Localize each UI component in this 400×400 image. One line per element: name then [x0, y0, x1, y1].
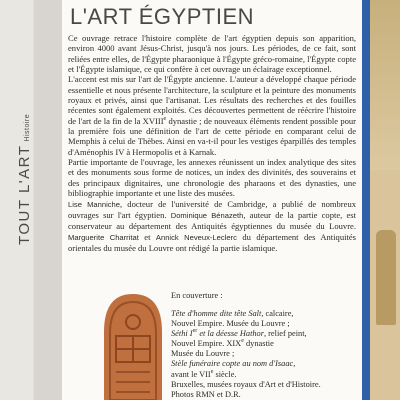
credit-title: Tête d'homme dite tête Salt [171, 309, 262, 318]
author-name: Dominique Bénazeth [170, 210, 244, 220]
cover-label: En couverture : [171, 291, 223, 300]
credit-text: dynastie [243, 339, 274, 349]
series-label [16, 114, 34, 245]
credit-title: et la déesse Hathor [197, 329, 264, 339]
authors-paragraph [68, 199, 356, 254]
blurb-text [68, 33, 356, 253]
paragraph-2-start: L'accent est mis sur l'art de l'Égypte ancienne. L'auteur a développé chaque période essentielle et nous présente l'architecture, la sculpture et la peinture des monuments royaux et privés, ainsi que l'artisanat. Les résultats des recherches et des fouilles récentes sont également exploités. Ces découvertes permettent de réécrire l'histoire de l'art de la fin de la XVIII [68, 74, 356, 126]
credit-line: Photos RMN et D.R. [171, 389, 241, 399]
front-cover-edge [362, 0, 400, 400]
credit-line: Musée du Louvre ; [171, 349, 235, 359]
credit-line [171, 339, 361, 349]
credit-line [171, 359, 361, 369]
credit-line: Nouvel Empire. Musée du Louvre ; [171, 319, 290, 329]
credit-text: avant le VII [171, 369, 211, 379]
credit-line: Bruxelles, musées royaux d'Art et d'Histoire. [171, 379, 321, 389]
credit-text: siècle. [213, 369, 237, 379]
credit-title: Séthi I [171, 329, 193, 339]
author-name: Marguerite Charritat [68, 232, 139, 242]
paragraph-1: Ce ouvrage retrace l'histoire complète de l'art égyptien depuis son apparition, environ 4000 avant Jésus-Christ, jusqu'à nos jours. Les périodes, de ce fait, sont reliées entre elles, de l'Égypte pharaonique à l'Égypte gréco-romaine, l'Égypte copte et l'Égypte islamique, ce qui confère à cet ouvrage un éclairage exceptionnel. [68, 33, 356, 75]
credit-text: , calcaire, [261, 309, 294, 318]
book-title: L'ART ÉGYPTIEN [70, 4, 254, 29]
series-sub: Histoire [24, 113, 31, 142]
author-text: , auteur de la partie copte, est conservateur au département des Antiquités égyptiennes du musée du Louvre. [68, 209, 356, 232]
paragraph-3: Partie importante de l'ouvrage, les annexes réunissent un index analytique des sites et des monuments sous forme de notices, un index des divinités, des souverains et des principaux dignitaires, une chronologie des pharaons et des dynasties, une bibliographie importante et une liste des musées. [68, 157, 356, 199]
author-name: Lise Manniche [68, 199, 120, 209]
superscript: e [210, 368, 214, 375]
credit-line [171, 309, 361, 319]
cover-image-strip [370, 0, 400, 400]
series-main: TOUT L'ART [16, 144, 33, 245]
superscript: e [163, 115, 167, 122]
credit-text: Nouvel Empire. XIX [171, 339, 242, 349]
paragraph-2 [68, 74, 356, 157]
credit-text: , relief peint, [263, 329, 307, 339]
stele-image [98, 292, 168, 400]
author-text: du département des Antiquités orientales du musée du Louvre ont rédigé la partie islamique. [68, 231, 356, 253]
paragraph-2-end: dynastie ; de nouveaux éléments rendent possible pour la première fois une définition de l'art de cette période en comparant celui de Memphis à celui de Thèbes. Ainsi en va-t-il pour les vestiges éparpillés des temples d'Aménophis IV à Hermopolis et à Karnak. [68, 115, 356, 157]
author-text: , docteur de l'université de Cambridge, a publié de nombreux ouvrages sur l'art égyptien. [68, 198, 356, 220]
author-text: et [138, 231, 156, 242]
author-name: Annick Neveux-Leclerc [155, 232, 237, 242]
credit-line [171, 329, 361, 339]
superscript: e [241, 338, 244, 345]
credit-title: Stèle funéraire copte au nom d'Isaac, [171, 359, 296, 369]
superscript: er [192, 328, 198, 335]
cover-credits [171, 309, 361, 400]
credit-line [171, 370, 361, 380]
